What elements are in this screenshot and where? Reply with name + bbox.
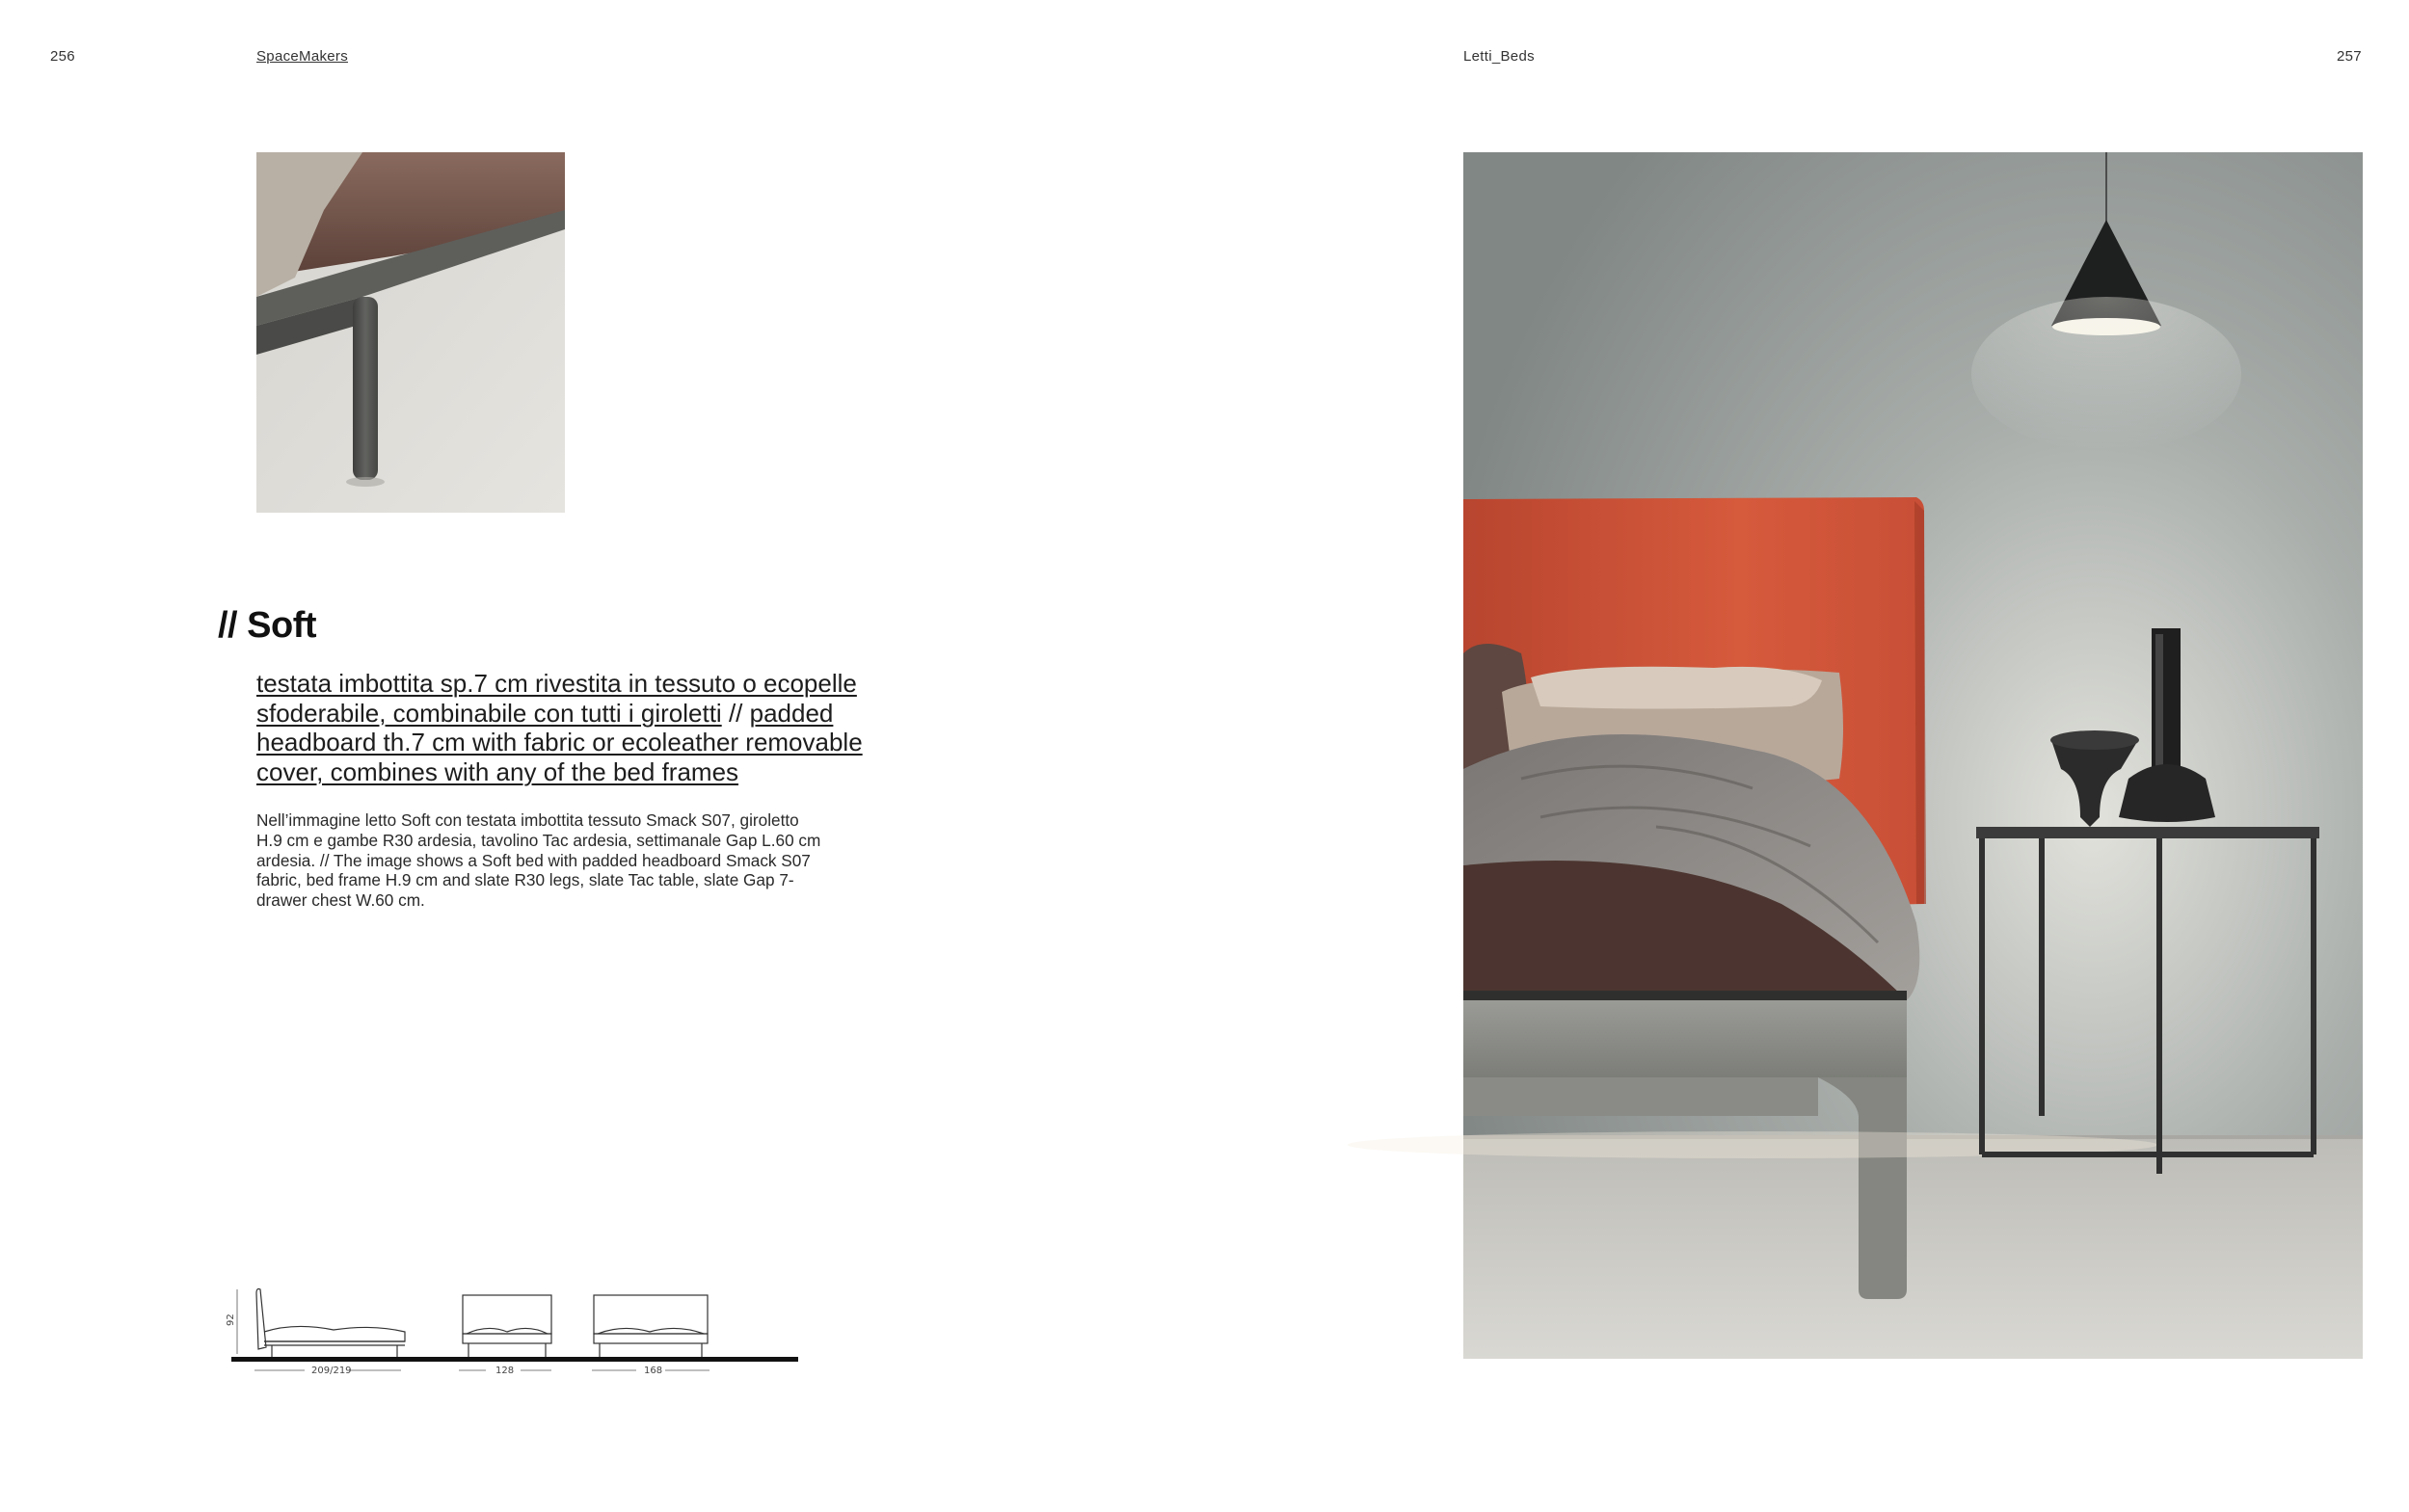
dim-side-width-label: 209/219 (311, 1366, 352, 1376)
page-number-left: 256 (50, 48, 75, 65)
lead-link-english[interactable]: padded headboard th.7 cm with fabric or ecoleather removable cover, combines with any of the bed frames (256, 698, 863, 786)
main-photo-soft-bed (1463, 152, 2363, 1359)
page-number-right: 257 (2337, 48, 2362, 65)
product-lead (256, 669, 931, 786)
image-caption: Nell’immagine letto Soft con testata imbottita tessuto Smack S07, giroletto H.9 cm e gambe R30 ardesia, tavolino Tac ardesia, settimanale Gap L.60 cm ardesia. // The image shows a Soft bed with padded headboard Smack S07 fabric, bed frame H.9 cm and slate R30 legs, slate Tac table, slate Gap 7-drawer chest W.60 cm. (256, 810, 821, 911)
lead-separator: // (728, 698, 743, 728)
section-title: Letti_Beds (1463, 48, 1535, 65)
drawing-front-view-168 (594, 1295, 708, 1357)
drawing-side-view (256, 1289, 405, 1358)
detail-photo-bed-leg (256, 152, 565, 513)
drawing-front-view-128 (463, 1295, 551, 1357)
brand-link[interactable]: SpaceMakers (256, 48, 349, 65)
dim-height-label: 92 (226, 1313, 236, 1326)
product-title: // Soft (218, 605, 317, 646)
dim-front-width-b-label: 168 (644, 1366, 663, 1376)
technical-drawing (228, 1282, 802, 1378)
drawing-base-line (231, 1357, 798, 1362)
lead-link-italian[interactable]: testata imbottita sp.7 cm rivestita in tessuto o ecopelle sfoderabile, combinabile con tutti i giroletti (256, 669, 857, 728)
dim-front-width-a-label: 128 (495, 1366, 515, 1376)
